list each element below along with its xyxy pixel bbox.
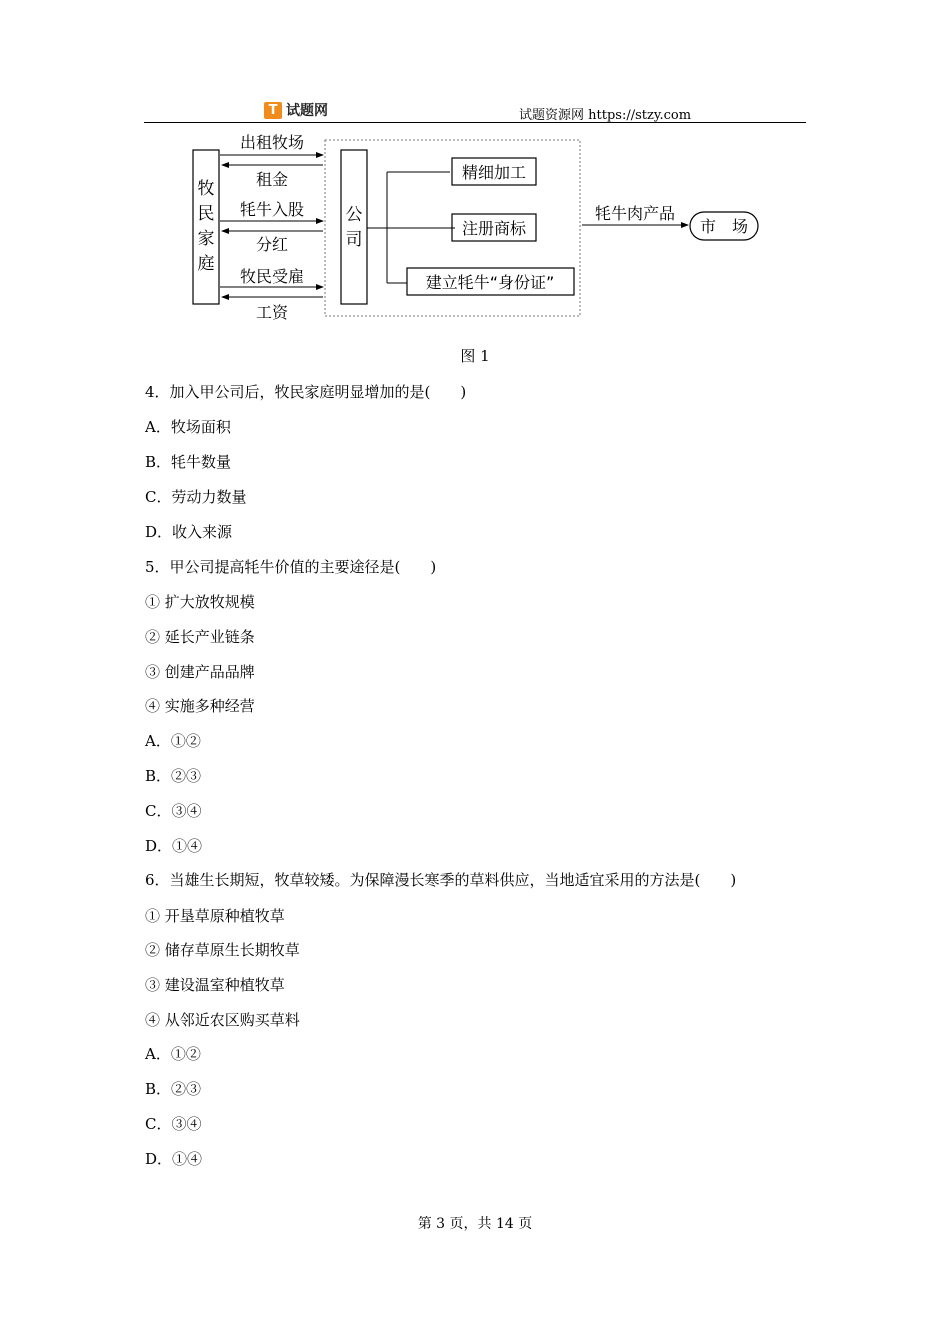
option-line: A．牧场面积 bbox=[145, 418, 231, 436]
statement-line: ③ 建设温室种植牧草 bbox=[145, 976, 285, 994]
figure-caption: 图 1 bbox=[460, 347, 490, 365]
page-header bbox=[144, 98, 806, 123]
flow-label: 牦牛入股 bbox=[239, 200, 305, 219]
statement-line: ① 扩大放牧规模 bbox=[145, 593, 255, 611]
company-char: 司 bbox=[345, 230, 363, 250]
statement-line: ④ 从邻近农区购买草料 bbox=[145, 1011, 300, 1029]
household-box bbox=[193, 150, 219, 304]
company-char: 公 bbox=[345, 205, 363, 225]
statement-line: ③ 创建产品品牌 bbox=[145, 663, 255, 681]
option-line: B．②③ bbox=[145, 767, 202, 785]
option-line: A．①② bbox=[145, 732, 201, 750]
statement-line: ② 延长产业链条 bbox=[145, 628, 255, 646]
flow-label: 工资 bbox=[255, 303, 289, 322]
household-char: 牧 bbox=[197, 179, 215, 199]
flow-label: 牧民受雇 bbox=[239, 267, 305, 286]
market-label: 市 场 bbox=[699, 217, 749, 236]
logo-text: 试题网 bbox=[286, 103, 328, 119]
option-line: C．劳动力数量 bbox=[145, 488, 247, 506]
option-line: B．牦牛数量 bbox=[145, 453, 232, 471]
activity-label: 建立牦牛“身份证” bbox=[425, 273, 555, 292]
site-url[interactable]: 试题资源网 https://stzy.com bbox=[519, 108, 692, 123]
statement-line: ④ 实施多种经营 bbox=[145, 697, 255, 715]
flow-label: 出租牧场 bbox=[239, 133, 305, 152]
option-line: A．①② bbox=[145, 1045, 201, 1063]
activity-label: 精细加工 bbox=[461, 163, 527, 182]
option-line: B．②③ bbox=[145, 1080, 202, 1098]
option-line: C．③④ bbox=[145, 1115, 202, 1133]
flow-label: 租金 bbox=[255, 170, 289, 189]
household-char: 庭 bbox=[197, 254, 215, 274]
activity-label: 注册商标 bbox=[461, 219, 527, 238]
option-line: D．①④ bbox=[145, 1150, 203, 1168]
statement-line: ② 储存草原生长期牧草 bbox=[145, 941, 300, 959]
page-number: 第 3 页，共 14 页 bbox=[417, 1216, 533, 1232]
household-char: 家 bbox=[197, 229, 215, 249]
question-line: 5．甲公司提高牦牛价值的主要途径是( ) bbox=[145, 558, 437, 576]
option-line: C．③④ bbox=[145, 802, 202, 820]
flow-label: 分红 bbox=[255, 235, 289, 254]
question-line: 6．当雄生长期短，牧草较矮。为保障漫长寒季的草料供应，当地适宜采用的方法是( ) bbox=[145, 871, 737, 889]
flow-diagram bbox=[180, 128, 780, 328]
statement-line: ① 开垦草原种植牧草 bbox=[145, 907, 285, 925]
product-label: 牦牛肉产品 bbox=[594, 204, 676, 223]
logo-icon: T bbox=[264, 102, 282, 119]
option-line: D．①④ bbox=[145, 837, 203, 855]
site-logo[interactable] bbox=[264, 100, 328, 120]
company-box bbox=[341, 150, 367, 304]
question-line: 4．加入甲公司后，牧民家庭明显增加的是( ) bbox=[145, 383, 467, 401]
option-line: D．收入来源 bbox=[145, 523, 233, 541]
household-char: 民 bbox=[197, 204, 215, 224]
